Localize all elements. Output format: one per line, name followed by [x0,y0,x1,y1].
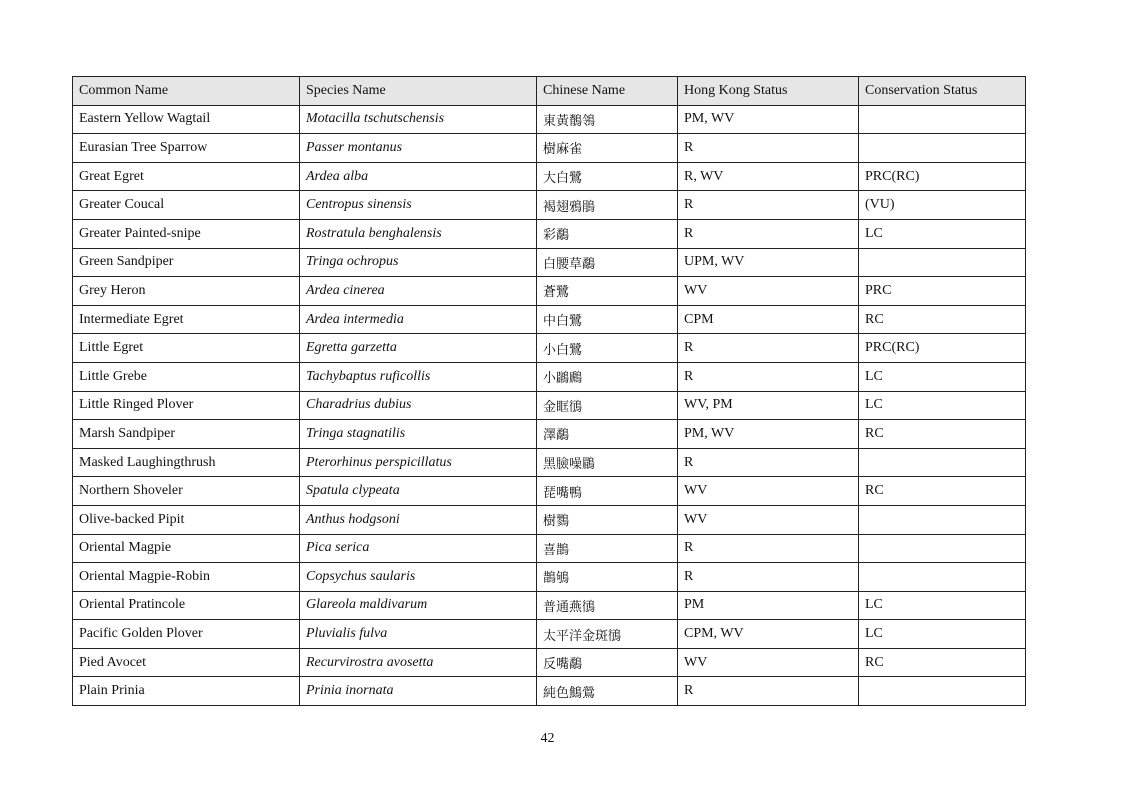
cell-species-name: Ardea cinerea [300,277,537,306]
cell-conservation-status [859,248,1026,277]
cell-common-name: Little Ringed Plover [73,391,300,420]
cell-hong-kong-status: PM, WV [678,420,859,449]
page-number: 42 [540,731,555,746]
cell-species-name: Tachybaptus ruficollis [300,362,537,391]
cell-hong-kong-status: WV [678,648,859,677]
cell-hong-kong-status: R [678,219,859,248]
table-row [73,420,1026,449]
cell-conservation-status [859,505,1026,534]
cell-hong-kong-status: R [678,563,859,592]
cell-conservation-status: (VU) [859,191,1026,220]
cell-species-name: Recurvirostra avosetta [300,648,537,677]
cell-chinese-name: 蒼鷺 [537,277,678,306]
table-row [73,219,1026,248]
cell-common-name: Pied Avocet [73,648,300,677]
cell-common-name: Oriental Magpie-Robin [73,563,300,592]
cell-chinese-name: 澤鷸 [537,420,678,449]
cell-conservation-status [859,677,1026,706]
cell-species-name: Copsychus saularis [300,563,537,592]
cell-common-name: Intermediate Egret [73,305,300,334]
species-table [72,76,1026,706]
table-row [73,591,1026,620]
cell-chinese-name: 大白鷺 [537,162,678,191]
header-common-name: Common Name [73,77,300,106]
table-row [73,563,1026,592]
cell-conservation-status: PRC [859,277,1026,306]
cell-conservation-status: PRC(RC) [859,334,1026,363]
cell-species-name: Pica serica [300,534,537,563]
cell-chinese-name: 樹鷚 [537,505,678,534]
header-species-name: Species Name [300,77,537,106]
cell-conservation-status [859,534,1026,563]
cell-species-name: Egretta garzetta [300,334,537,363]
table-row [73,534,1026,563]
cell-species-name: Charadrius dubius [300,391,537,420]
cell-chinese-name: 純色鷦鶯 [537,677,678,706]
cell-common-name: Masked Laughingthrush [73,448,300,477]
cell-species-name: Tringa stagnatilis [300,420,537,449]
cell-common-name: Great Egret [73,162,300,191]
cell-conservation-status: RC [859,477,1026,506]
cell-common-name: Olive-backed Pipit [73,505,300,534]
cell-common-name: Little Grebe [73,362,300,391]
cell-conservation-status: LC [859,362,1026,391]
cell-chinese-name: 普通燕鴴 [537,591,678,620]
table-row [73,105,1026,134]
cell-common-name: Green Sandpiper [73,248,300,277]
cell-conservation-status [859,448,1026,477]
cell-common-name: Eastern Yellow Wagtail [73,105,300,134]
cell-hong-kong-status: R [678,448,859,477]
table-row [73,677,1026,706]
cell-hong-kong-status: R [678,362,859,391]
cell-common-name: Greater Coucal [73,191,300,220]
cell-conservation-status: LC [859,620,1026,649]
table-row [73,305,1026,334]
cell-chinese-name: 白腰草鷸 [537,248,678,277]
table-row [73,391,1026,420]
cell-hong-kong-status: PM [678,591,859,620]
cell-chinese-name: 彩鷸 [537,219,678,248]
header-conservation-status: Conservation Status [859,77,1026,106]
cell-common-name: Eurasian Tree Sparrow [73,134,300,163]
table-header-row [73,77,1026,106]
cell-species-name: Tringa ochropus [300,248,537,277]
cell-chinese-name: 中白鷺 [537,305,678,334]
cell-chinese-name: 金眶鴴 [537,391,678,420]
cell-hong-kong-status: R [678,534,859,563]
cell-hong-kong-status: R [678,677,859,706]
cell-chinese-name: 小鸊鷉 [537,362,678,391]
cell-chinese-name: 琵嘴鴨 [537,477,678,506]
cell-conservation-status: LC [859,591,1026,620]
table-row [73,162,1026,191]
table-row [73,477,1026,506]
cell-species-name: Pluvialis fulva [300,620,537,649]
cell-hong-kong-status: WV [678,477,859,506]
table-row [73,448,1026,477]
table-row [73,277,1026,306]
cell-hong-kong-status: R [678,334,859,363]
cell-species-name: Ardea intermedia [300,305,537,334]
cell-chinese-name: 黑臉噪鶥 [537,448,678,477]
table-row [73,505,1026,534]
cell-species-name: Passer montanus [300,134,537,163]
cell-species-name: Spatula clypeata [300,477,537,506]
cell-hong-kong-status: R [678,191,859,220]
table-row [73,191,1026,220]
cell-hong-kong-status: WV [678,505,859,534]
cell-species-name: Motacilla tschutschensis [300,105,537,134]
cell-species-name: Centropus sinensis [300,191,537,220]
cell-chinese-name: 反嘴鷸 [537,648,678,677]
cell-hong-kong-status: UPM, WV [678,248,859,277]
cell-species-name: Rostratula benghalensis [300,219,537,248]
cell-chinese-name: 樹麻雀 [537,134,678,163]
cell-conservation-status: RC [859,305,1026,334]
cell-common-name: Plain Prinia [73,677,300,706]
cell-species-name: Ardea alba [300,162,537,191]
cell-hong-kong-status: CPM [678,305,859,334]
cell-conservation-status: LC [859,391,1026,420]
table-row [73,620,1026,649]
cell-conservation-status [859,563,1026,592]
cell-chinese-name: 喜鵲 [537,534,678,563]
table-body [73,105,1026,705]
cell-chinese-name: 太平洋金斑鴴 [537,620,678,649]
table-row [73,648,1026,677]
cell-hong-kong-status: WV [678,277,859,306]
cell-conservation-status [859,134,1026,163]
cell-chinese-name: 褐翅鴉鵑 [537,191,678,220]
table-row [73,362,1026,391]
header-hong-kong-status: Hong Kong Status [678,77,859,106]
cell-common-name: Oriental Pratincole [73,591,300,620]
cell-common-name: Pacific Golden Plover [73,620,300,649]
cell-conservation-status: RC [859,648,1026,677]
table-row [73,334,1026,363]
table-row [73,134,1026,163]
cell-common-name: Little Egret [73,334,300,363]
cell-hong-kong-status: PM, WV [678,105,859,134]
cell-conservation-status: LC [859,219,1026,248]
cell-common-name: Grey Heron [73,277,300,306]
cell-common-name: Oriental Magpie [73,534,300,563]
cell-common-name: Northern Shoveler [73,477,300,506]
cell-conservation-status: PRC(RC) [859,162,1026,191]
cell-species-name: Anthus hodgsoni [300,505,537,534]
cell-chinese-name: 鵲鴝 [537,563,678,592]
header-chinese-name: Chinese Name [537,77,678,106]
cell-species-name: Prinia inornata [300,677,537,706]
cell-species-name: Glareola maldivarum [300,591,537,620]
cell-hong-kong-status: R [678,134,859,163]
cell-conservation-status: RC [859,420,1026,449]
table-row [73,248,1026,277]
cell-chinese-name: 小白鷺 [537,334,678,363]
cell-hong-kong-status: WV, PM [678,391,859,420]
cell-conservation-status [859,105,1026,134]
cell-common-name: Marsh Sandpiper [73,420,300,449]
cell-species-name: Pterorhinus perspicillatus [300,448,537,477]
cell-hong-kong-status: CPM, WV [678,620,859,649]
cell-hong-kong-status: R, WV [678,162,859,191]
cell-chinese-name: 東黃鶺鴒 [537,105,678,134]
cell-common-name: Greater Painted-snipe [73,219,300,248]
